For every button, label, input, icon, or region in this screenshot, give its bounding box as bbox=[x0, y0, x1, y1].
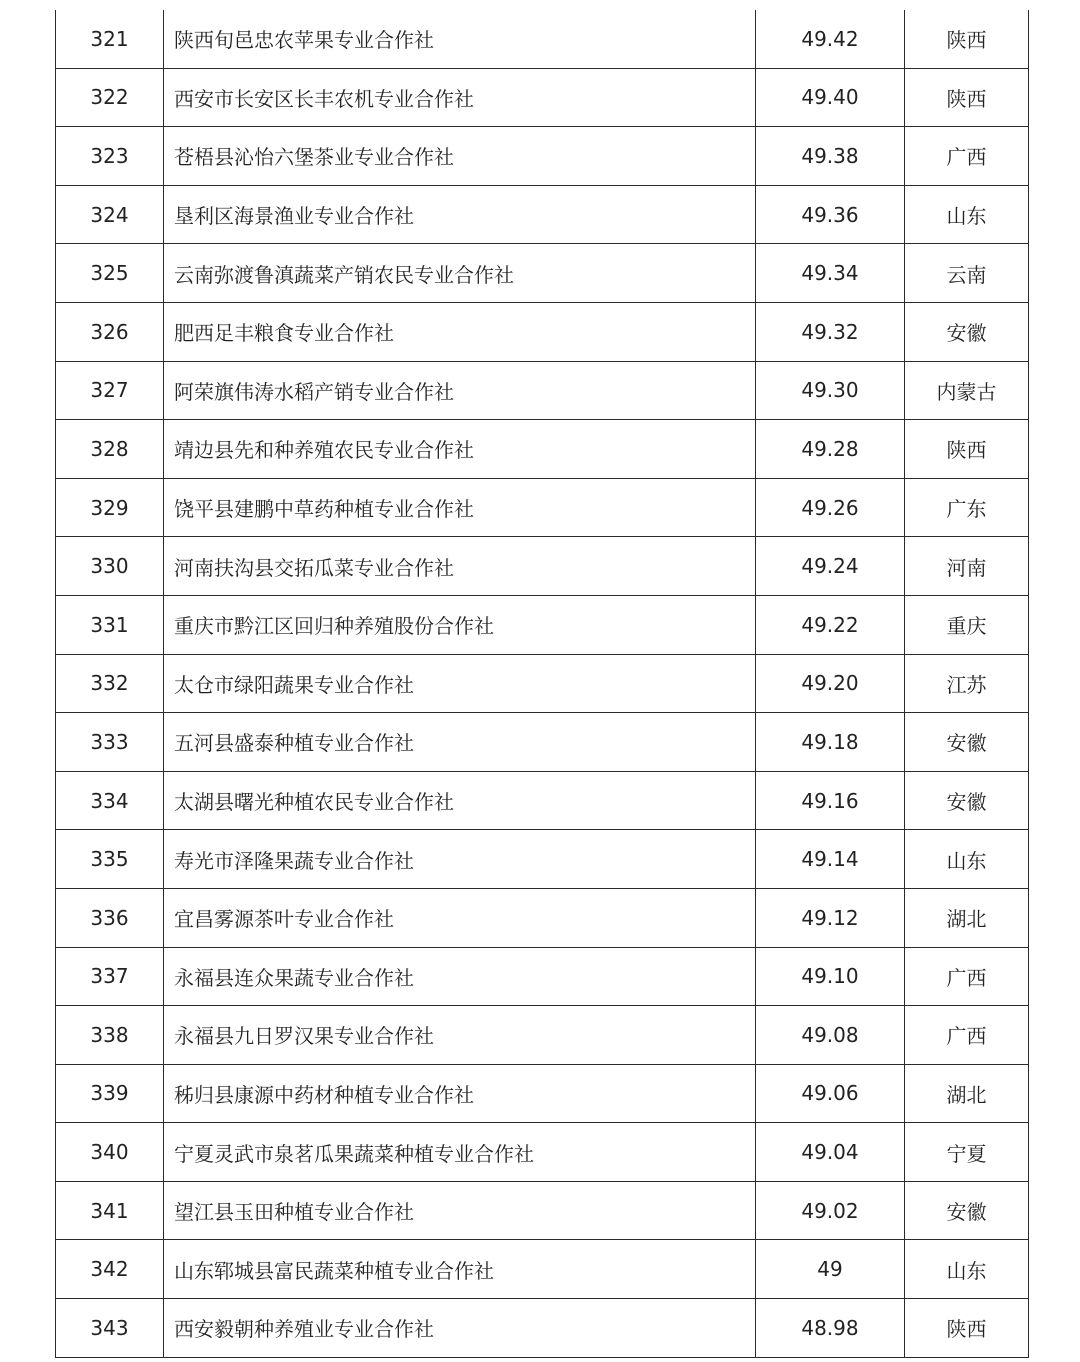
province-cell: 广西 bbox=[905, 1006, 1029, 1065]
province-cell: 山东 bbox=[905, 185, 1029, 244]
rank-cell: 343 bbox=[56, 1299, 164, 1358]
score-cell: 49 bbox=[756, 1240, 905, 1299]
rank-cell: 329 bbox=[56, 478, 164, 537]
province-cell: 内蒙古 bbox=[905, 361, 1029, 420]
province-cell: 广西 bbox=[905, 127, 1029, 186]
rank-cell: 340 bbox=[56, 1123, 164, 1182]
table-row bbox=[56, 1123, 1029, 1182]
table-row bbox=[56, 771, 1029, 830]
province-cell: 湖北 bbox=[905, 1064, 1029, 1123]
score-cell: 49.42 bbox=[756, 10, 905, 68]
score-cell: 49.22 bbox=[756, 595, 905, 654]
score-cell: 49.08 bbox=[756, 1006, 905, 1065]
table-row bbox=[56, 1240, 1029, 1299]
rank-cell: 322 bbox=[56, 68, 164, 127]
score-cell: 49.10 bbox=[756, 947, 905, 1006]
score-cell: 49.28 bbox=[756, 420, 905, 479]
score-cell: 49.26 bbox=[756, 478, 905, 537]
score-cell: 49.30 bbox=[756, 361, 905, 420]
cooperative-name-cell: 河南扶沟县交拓瓜菜专业合作社 bbox=[164, 537, 756, 596]
rank-cell: 332 bbox=[56, 654, 164, 713]
rank-cell: 327 bbox=[56, 361, 164, 420]
table-row bbox=[56, 185, 1029, 244]
table-row bbox=[56, 420, 1029, 479]
rank-cell: 335 bbox=[56, 830, 164, 889]
province-cell: 云南 bbox=[905, 244, 1029, 303]
table-row bbox=[56, 713, 1029, 772]
table-row bbox=[56, 830, 1029, 889]
score-cell: 49.04 bbox=[756, 1123, 905, 1182]
score-cell: 49.16 bbox=[756, 771, 905, 830]
cooperative-name-cell: 垦利区海景渔业专业合作社 bbox=[164, 185, 756, 244]
score-cell: 49.40 bbox=[756, 68, 905, 127]
score-cell: 49.32 bbox=[756, 302, 905, 361]
province-cell: 安徽 bbox=[905, 1181, 1029, 1240]
rank-cell: 323 bbox=[56, 127, 164, 186]
province-cell: 安徽 bbox=[905, 302, 1029, 361]
cooperative-name-cell: 太仓市绿阳蔬果专业合作社 bbox=[164, 654, 756, 713]
table-row bbox=[56, 1064, 1029, 1123]
table-row bbox=[56, 654, 1029, 713]
cooperative-name-cell: 西安毅朝种养殖业专业合作社 bbox=[164, 1299, 756, 1358]
table-row bbox=[56, 68, 1029, 127]
table-row bbox=[56, 302, 1029, 361]
ranking-table-container bbox=[55, 10, 1028, 1358]
score-cell: 49.06 bbox=[756, 1064, 905, 1123]
score-cell: 49.34 bbox=[756, 244, 905, 303]
rank-cell: 341 bbox=[56, 1181, 164, 1240]
rank-cell: 321 bbox=[56, 10, 164, 68]
score-cell: 49.36 bbox=[756, 185, 905, 244]
province-cell: 陕西 bbox=[905, 420, 1029, 479]
rank-cell: 325 bbox=[56, 244, 164, 303]
province-cell: 重庆 bbox=[905, 595, 1029, 654]
cooperative-name-cell: 山东郓城县富民蔬菜种植专业合作社 bbox=[164, 1240, 756, 1299]
score-cell: 49.38 bbox=[756, 127, 905, 186]
rank-cell: 326 bbox=[56, 302, 164, 361]
table-row bbox=[56, 537, 1029, 596]
table-row bbox=[56, 947, 1029, 1006]
rank-cell: 338 bbox=[56, 1006, 164, 1065]
cooperative-name-cell: 永福县连众果蔬专业合作社 bbox=[164, 947, 756, 1006]
cooperative-name-cell: 永福县九日罗汉果专业合作社 bbox=[164, 1006, 756, 1065]
cooperative-name-cell: 阿荣旗伟涛水稻产销专业合作社 bbox=[164, 361, 756, 420]
table-row bbox=[56, 127, 1029, 186]
table-row bbox=[56, 10, 1029, 68]
table-row bbox=[56, 888, 1029, 947]
rank-cell: 336 bbox=[56, 888, 164, 947]
cooperative-name-cell: 云南弥渡鲁滇蔬菜产销农民专业合作社 bbox=[164, 244, 756, 303]
province-cell: 宁夏 bbox=[905, 1123, 1029, 1182]
province-cell: 山东 bbox=[905, 1240, 1029, 1299]
score-cell: 49.12 bbox=[756, 888, 905, 947]
province-cell: 陕西 bbox=[905, 1299, 1029, 1358]
rank-cell: 334 bbox=[56, 771, 164, 830]
province-cell: 陕西 bbox=[905, 68, 1029, 127]
cooperative-name-cell: 太湖县曙光种植农民专业合作社 bbox=[164, 771, 756, 830]
rank-cell: 337 bbox=[56, 947, 164, 1006]
cooperative-name-cell: 宜昌雾源茶叶专业合作社 bbox=[164, 888, 756, 947]
table-row bbox=[56, 595, 1029, 654]
cooperative-name-cell: 靖边县先和种养殖农民专业合作社 bbox=[164, 420, 756, 479]
province-cell: 河南 bbox=[905, 537, 1029, 596]
cooperative-name-cell: 饶平县建鹏中草药种植专业合作社 bbox=[164, 478, 756, 537]
score-cell: 49.24 bbox=[756, 537, 905, 596]
province-cell: 安徽 bbox=[905, 771, 1029, 830]
province-cell: 广东 bbox=[905, 478, 1029, 537]
score-cell: 49.02 bbox=[756, 1181, 905, 1240]
table-row bbox=[56, 1181, 1029, 1240]
rank-cell: 342 bbox=[56, 1240, 164, 1299]
province-cell: 山东 bbox=[905, 830, 1029, 889]
province-cell: 湖北 bbox=[905, 888, 1029, 947]
cooperative-name-cell: 宁夏灵武市泉茗瓜果蔬菜种植专业合作社 bbox=[164, 1123, 756, 1182]
province-cell: 陕西 bbox=[905, 10, 1029, 68]
cooperative-name-cell: 望江县玉田种植专业合作社 bbox=[164, 1181, 756, 1240]
score-cell: 48.98 bbox=[756, 1299, 905, 1358]
cooperative-name-cell: 西安市长安区长丰农机专业合作社 bbox=[164, 68, 756, 127]
province-cell: 安徽 bbox=[905, 713, 1029, 772]
table-row bbox=[56, 1299, 1029, 1358]
province-cell: 江苏 bbox=[905, 654, 1029, 713]
rank-cell: 328 bbox=[56, 420, 164, 479]
rank-cell: 330 bbox=[56, 537, 164, 596]
table-row bbox=[56, 361, 1029, 420]
cooperative-name-cell: 寿光市泽隆果蔬专业合作社 bbox=[164, 830, 756, 889]
ranking-table bbox=[55, 10, 1029, 1358]
score-cell: 49.18 bbox=[756, 713, 905, 772]
score-cell: 49.14 bbox=[756, 830, 905, 889]
cooperative-name-cell: 肥西足丰粮食专业合作社 bbox=[164, 302, 756, 361]
table-row bbox=[56, 1006, 1029, 1065]
ranking-table-body bbox=[56, 10, 1029, 1357]
cooperative-name-cell: 五河县盛泰种植专业合作社 bbox=[164, 713, 756, 772]
score-cell: 49.20 bbox=[756, 654, 905, 713]
province-cell: 广西 bbox=[905, 947, 1029, 1006]
cooperative-name-cell: 重庆市黔江区回归种养殖股份合作社 bbox=[164, 595, 756, 654]
table-row bbox=[56, 478, 1029, 537]
cooperative-name-cell: 陕西旬邑忠农苹果专业合作社 bbox=[164, 10, 756, 68]
table-row bbox=[56, 244, 1029, 303]
cooperative-name-cell: 苍梧县沁怡六堡茶业专业合作社 bbox=[164, 127, 756, 186]
cooperative-name-cell: 秭归县康源中药材种植专业合作社 bbox=[164, 1064, 756, 1123]
rank-cell: 331 bbox=[56, 595, 164, 654]
rank-cell: 333 bbox=[56, 713, 164, 772]
rank-cell: 339 bbox=[56, 1064, 164, 1123]
rank-cell: 324 bbox=[56, 185, 164, 244]
